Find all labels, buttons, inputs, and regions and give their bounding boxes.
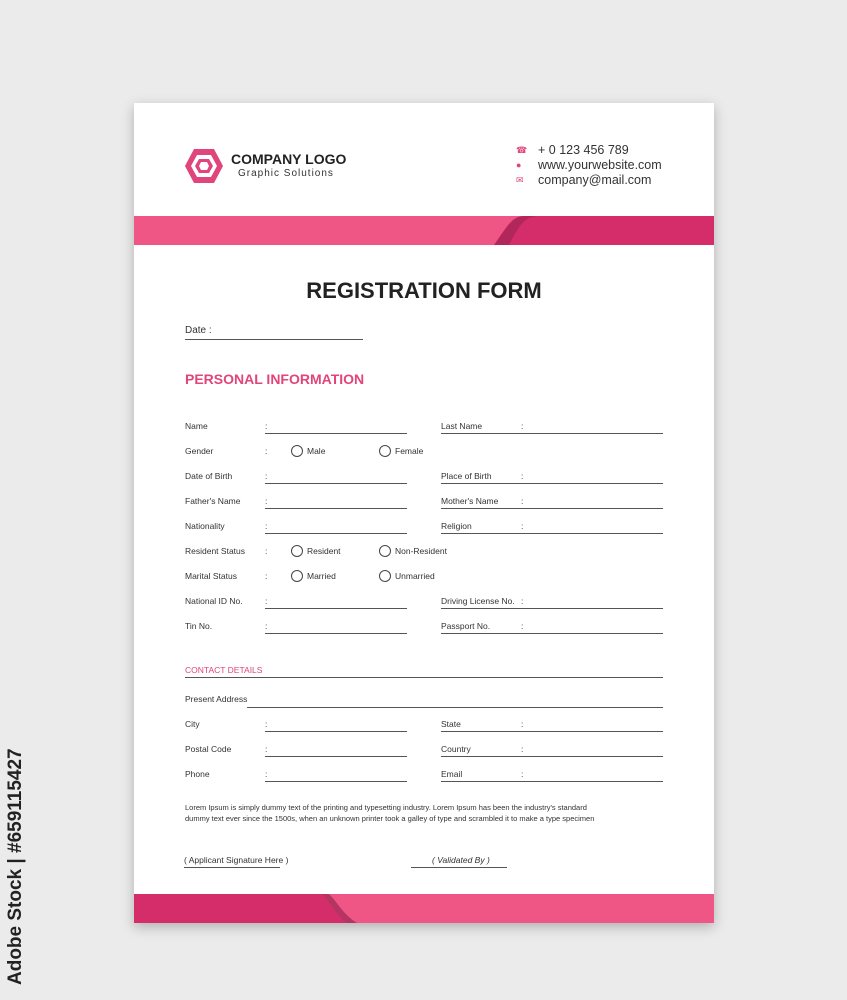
radio-label: Female	[395, 446, 424, 456]
contact-phone	[516, 143, 629, 157]
field-label: Driving License No.	[441, 596, 515, 606]
input-line[interactable]	[441, 731, 663, 732]
contact-website	[516, 158, 662, 172]
colon: :	[265, 421, 268, 431]
contact-email	[516, 173, 651, 187]
colon: :	[521, 621, 524, 631]
input-line[interactable]	[441, 633, 663, 634]
colon: :	[265, 521, 268, 531]
contact-details-heading: CONTACT DETAILS	[185, 665, 263, 675]
colon: :	[521, 421, 524, 431]
input-line[interactable]	[441, 508, 663, 509]
field-label: Gender	[185, 446, 214, 456]
colon: :	[265, 621, 268, 631]
validated-label: ( Validated By )	[432, 855, 490, 865]
radio-non-resident[interactable]	[379, 545, 391, 557]
present-address-label: Present Address	[185, 694, 248, 704]
colon: :	[265, 769, 268, 779]
colon: :	[521, 769, 524, 779]
lorem-text	[185, 802, 594, 824]
radio-label: Male	[307, 446, 326, 456]
input-line[interactable]	[265, 608, 407, 609]
colon: :	[265, 719, 268, 729]
phone-icon: ☎	[516, 144, 528, 155]
field-label: State	[441, 719, 461, 729]
colon: :	[265, 471, 268, 481]
colon: :	[265, 596, 268, 606]
date-field[interactable]	[185, 339, 363, 340]
input-line[interactable]	[265, 633, 407, 634]
radio-married[interactable]	[291, 570, 303, 582]
field-label: National ID No.	[185, 596, 243, 606]
input-line[interactable]	[441, 533, 663, 534]
field-label: Religion	[441, 521, 472, 531]
input-line[interactable]	[265, 508, 407, 509]
globe-icon: ●	[516, 159, 522, 170]
field-label: Nationality	[185, 521, 225, 531]
radio-unmarried[interactable]	[379, 570, 391, 582]
field-label: Phone	[185, 769, 210, 779]
form-title: REGISTRATION FORM	[306, 278, 542, 303]
input-line[interactable]	[441, 483, 663, 484]
colon: :	[521, 471, 524, 481]
company-tagline: Graphic Solutions	[238, 168, 334, 179]
field-label: Mother's Name	[441, 496, 499, 506]
radio-male[interactable]	[291, 445, 303, 457]
header-band	[134, 216, 714, 245]
input-line[interactable]	[265, 433, 407, 434]
input-line[interactable]	[441, 433, 663, 434]
company-name: COMPANY LOGO	[231, 151, 347, 167]
footer-band	[134, 894, 714, 923]
field-label: Marital Status	[185, 571, 237, 581]
colon: :	[265, 496, 268, 506]
radio-female[interactable]	[379, 445, 391, 457]
lorem-line-1: Lorem Ipsum is simply dummy text of the printing and typesetting industry. Lorem Ipsum has been the industry's standard	[185, 803, 587, 812]
colon: :	[521, 719, 524, 729]
input-line[interactable]	[265, 731, 407, 732]
field-label: Name	[185, 421, 208, 431]
input-line[interactable]	[265, 483, 407, 484]
field-label: Father's Name	[185, 496, 241, 506]
registration-form-page	[134, 103, 714, 923]
input-line[interactable]	[265, 533, 407, 534]
signature-line[interactable]	[184, 867, 280, 868]
personal-info-heading: PERSONAL INFORMATION	[185, 371, 365, 387]
field-label: Postal Code	[185, 744, 232, 754]
website-text: www.yourwebsite.com	[538, 158, 662, 172]
colon: :	[265, 571, 268, 581]
phone-text: + 0 123 456 789	[538, 143, 629, 157]
input-line[interactable]	[265, 781, 407, 782]
colon: :	[521, 744, 524, 754]
input-line[interactable]	[441, 781, 663, 782]
lorem-line-2: dummy text ever since the 1500s, when an unknown printer took a galley of type and scrambled it to make a type specimen	[185, 814, 595, 823]
field-label: Email	[441, 769, 463, 779]
input-line[interactable]	[441, 756, 663, 757]
field-label: Passport No.	[441, 621, 491, 631]
colon: :	[265, 446, 268, 456]
field-label: Country	[441, 744, 471, 754]
mail-icon: ✉	[516, 174, 524, 185]
radio-resident[interactable]	[291, 545, 303, 557]
colon: :	[521, 596, 524, 606]
radio-label: Married	[307, 571, 336, 581]
colon: :	[521, 521, 524, 531]
field-label: Last Name	[441, 421, 483, 431]
date-label: Date :	[185, 325, 212, 336]
email-text: company@mail.com	[538, 173, 652, 187]
contact-divider	[185, 677, 663, 678]
present-address-field[interactable]	[247, 707, 663, 708]
radio-label: Resident	[307, 546, 341, 556]
colon: :	[265, 744, 268, 754]
colon: :	[265, 546, 268, 556]
field-label: Tin No.	[185, 621, 213, 631]
input-line[interactable]	[265, 756, 407, 757]
input-line[interactable]	[441, 608, 663, 609]
hexagon-logo-icon	[184, 147, 224, 185]
radio-label: Non-Resident	[395, 546, 447, 556]
field-label: City	[185, 719, 200, 729]
signature-label: ( Applicant Signature Here )	[184, 855, 289, 865]
validated-line[interactable]	[411, 867, 507, 868]
field-label: Resident Status	[185, 546, 246, 556]
field-label: Date of Birth	[185, 471, 233, 481]
stock-watermark: Adobe Stock | #659115427	[5, 748, 26, 985]
colon: :	[521, 496, 524, 506]
field-label: Place of Birth	[441, 471, 492, 481]
radio-label: Unmarried	[395, 571, 435, 581]
